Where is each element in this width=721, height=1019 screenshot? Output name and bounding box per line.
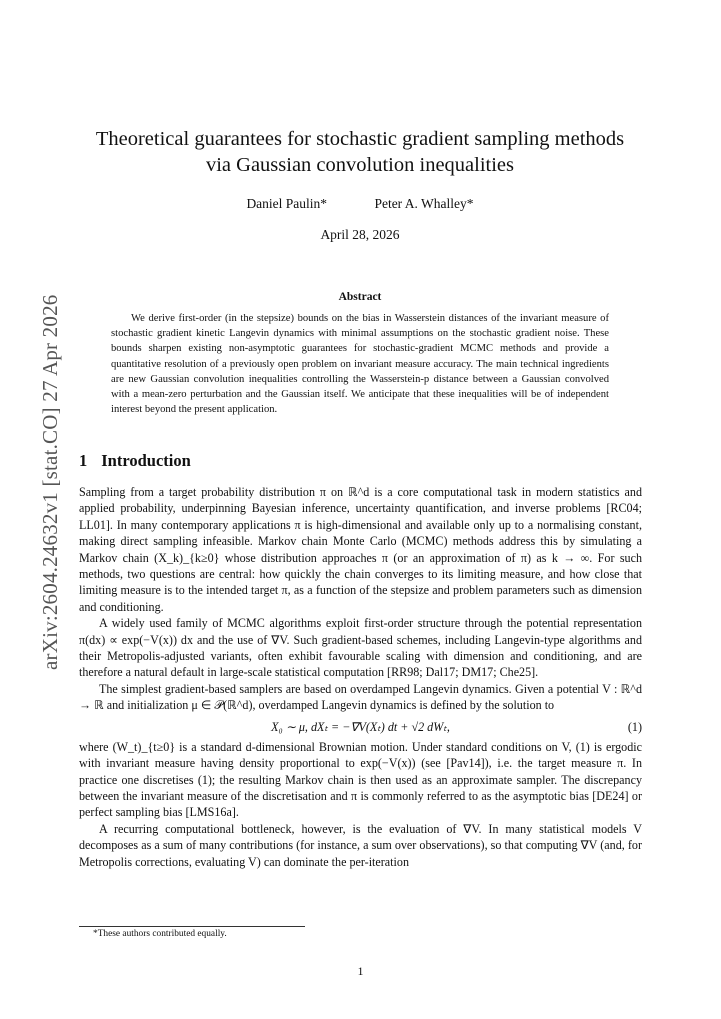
section-heading	[79, 451, 191, 471]
footnote: *These authors contributed equally.	[93, 929, 227, 939]
paragraph: Sampling from a target probability distribution π on ℝ^d is a core computational task in modern statistics and applied probability, underpinning Bayesian inference, uncertainty quantification, and inverse problems [RC04; LL01]. In many contemporary applications π is high-dimensional and available only up to a normalising constant, making direct sampling infeasible. Markov chain Monte Carlo (MCMC) methods address this by simulating a Markov chain (X_k)_{k≥0} whose distribution approaches π (or an approximation of π) as k → ∞. For such methods, two questions are central: how quickly the chain converges to its limiting measure, and how close that limiting measure is to the intended target π, as a function of the stepsize and problem parameters such as dimension and conditioning.	[79, 485, 642, 614]
paragraph: The simplest gradient-based samplers are based on overdamped Langevin dynamics. Given a potential V : ℝ^d → ℝ and initialization μ ∈ 𝒫(ℝ^d), overdamped Langevin dynamics is defined by the solution to	[79, 681, 642, 713]
section-title: Introduction	[101, 451, 191, 470]
title-line-2: via Gaussian convolution inequalities	[205, 154, 514, 176]
author-name: Daniel Paulin*	[246, 196, 328, 211]
footnote-rule	[79, 926, 305, 927]
paragraph: A widely used family of MCMC algorithms exploit first-order structure through the potential representation π(dx) ∝ exp(−V(x)) dx and the use of ∇V. Such gradient-based schemes, including Langevin-type algorithms and their Metropolis-adjusted variants, often exhibit favourable scaling with dimension and conditioning, and are therefore a natural default in large-scale statistical computation [RR98; Dal17; DM17; Che25].	[79, 616, 642, 680]
abstract-text: We derive first-order (in the stepsize) bounds on the bias in Wasserstein distances of the invariant measure of stochastic gradient kinetic Langevin dynamics with minimal assumptions on the stochastic gradient noise. These bounds sharpen existing non-asymptotic guarantees for stochastic-gradient MCMC methods and provide a quantitative resolution of a previously open problem on invariant measure accuracy. The main technical ingredients are new Gaussian convolution inequalities controlling the Wasserstein-p distance between a Gaussian convolved with a mean-zero perturbation and the Gaussian itself. We anticipate that these inequalities will be of independent interest beyond the present application.	[111, 313, 609, 416]
title-line-1: Theoretical guarantees for stochastic gradient sampling methods	[95, 128, 625, 150]
paragraph: where (W_t)_{t≥0} is a standard d-dimensional Brownian motion. Under standard conditions on V, (1) is ergodic with invariant measure having density proportional to exp(−V(x)) (see [Pav14]), i.e. the target measure π. In practice one discretises (1); the resulting Markov chain is then used as an approximate sampler. The discrepancy between the invariant measure of the discretisation and π is commonly referred to as the asymptotic bias [DE24] or perfect sampling bias [LMS16a].	[79, 739, 642, 820]
paper-date: April 28, 2026	[320, 227, 400, 242]
body-text	[79, 484, 642, 870]
author-name: Peter A. Whalley*	[374, 196, 474, 211]
page-number: 1	[357, 964, 364, 978]
arxiv-identifier: arXiv:2604.24632v1 [stat.CO] 27 Apr 2026	[38, 294, 62, 670]
equation-expression: X₀ ∼ μ, dXₜ = −∇V(Xₜ) dt + √2 dWₜ,	[271, 719, 450, 734]
paragraph: A recurring computational bottleneck, however, is the evaluation of ∇V. In many statistical models V decomposes as a sum of many contributions (for instance, a sum over observations), so that computing ∇V (and, for Metropolis corrections, evaluating V) can dominate the per-iteration	[79, 821, 642, 869]
equation-1	[79, 716, 642, 738]
author-list	[60, 196, 660, 212]
equation-number: (1)	[627, 719, 642, 734]
abstract	[111, 311, 609, 417]
abstract-heading: Abstract	[338, 291, 382, 303]
section-number: 1	[79, 451, 88, 470]
paper-title	[60, 126, 660, 178]
